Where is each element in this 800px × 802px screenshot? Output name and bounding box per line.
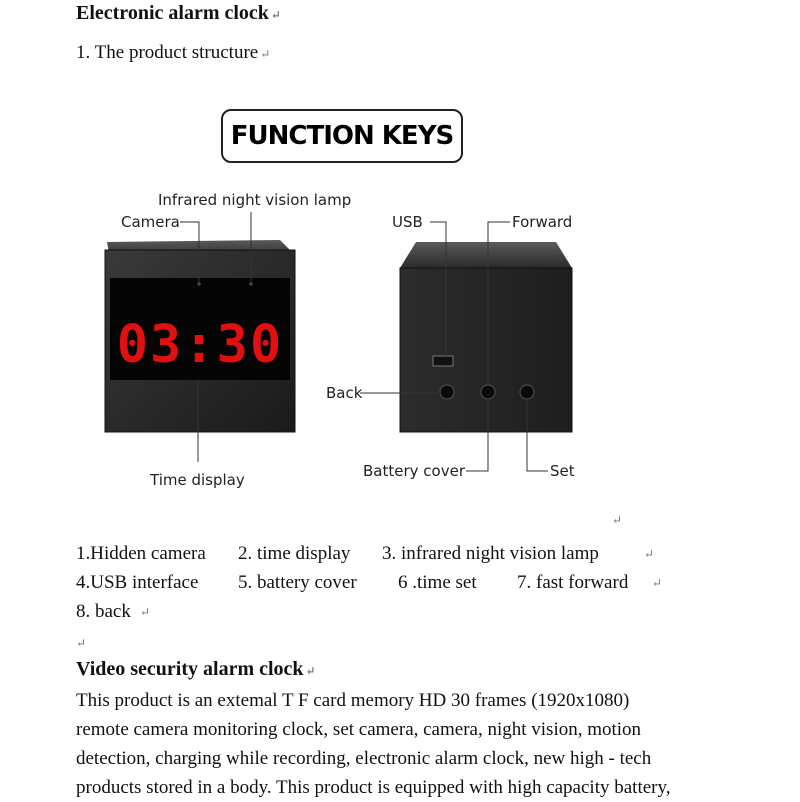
list-item: 4.USB interface (76, 572, 199, 593)
paragraph-mark: ↵ (140, 605, 151, 619)
paragraph-mark: ↵ (305, 664, 316, 678)
back-button-icon (440, 385, 454, 399)
list-item: 7. fast forward (517, 572, 629, 593)
time-display-digits: 03:30 (116, 315, 284, 375)
paragraph-mark: ↵ (612, 513, 623, 527)
list-item: 1.Hidden camera (76, 543, 206, 564)
paragraph-mark: ↵ (652, 576, 663, 590)
label-infrared-lamp: Infrared night vision lamp (158, 191, 352, 209)
paragraph-line: remote camera monitoring clock, set camera, camera, night vision, motion (76, 719, 642, 740)
list-item: 3. infrared night vision lamp (382, 543, 599, 564)
battery-cover-icon (481, 385, 495, 399)
usb-port-icon (433, 356, 453, 366)
paragraph-mark: ↵ (270, 8, 281, 22)
label-forward: Forward (512, 213, 573, 231)
label-back: Back (326, 384, 363, 402)
section-heading-video-security: Video security alarm clock ↵ (76, 658, 316, 680)
video-description-paragraph (76, 686, 776, 802)
paragraph-mark: ↵ (76, 636, 87, 650)
clock-front-view (105, 240, 295, 432)
list-item: 5. battery cover (238, 572, 357, 593)
function-keys-banner (222, 110, 462, 162)
label-camera: Camera (121, 213, 180, 231)
paragraph-line: This product is an extemal T F card memory HD 30 frames (1920x1080) (76, 690, 630, 711)
function-keys-heading: FUNCTION KEYS (230, 121, 454, 151)
label-battery-cover: Battery cover (363, 462, 465, 480)
paragraph-mark: ↵ (644, 547, 655, 561)
section-heading-product-structure: 1. The product structure ↵ (76, 42, 271, 63)
label-time-display: Time display (150, 471, 245, 489)
label-set: Set (550, 462, 575, 480)
paragraph-line: products stored in a body. This product is equipped with high capacity battery, (76, 777, 671, 798)
list-item: 6 .time set (398, 572, 477, 593)
list-item: 2. time display (238, 543, 351, 564)
paragraph-line: detection, charging while recording, electronic alarm clock, new high - tech (76, 748, 652, 769)
list-item: 8. back (76, 601, 131, 622)
clock-back-view (400, 242, 572, 432)
paragraph-mark: ↵ (260, 47, 271, 61)
label-usb: USB (392, 213, 423, 231)
document-title: Electronic alarm clock ↵ (76, 2, 281, 24)
set-button-icon (520, 385, 534, 399)
